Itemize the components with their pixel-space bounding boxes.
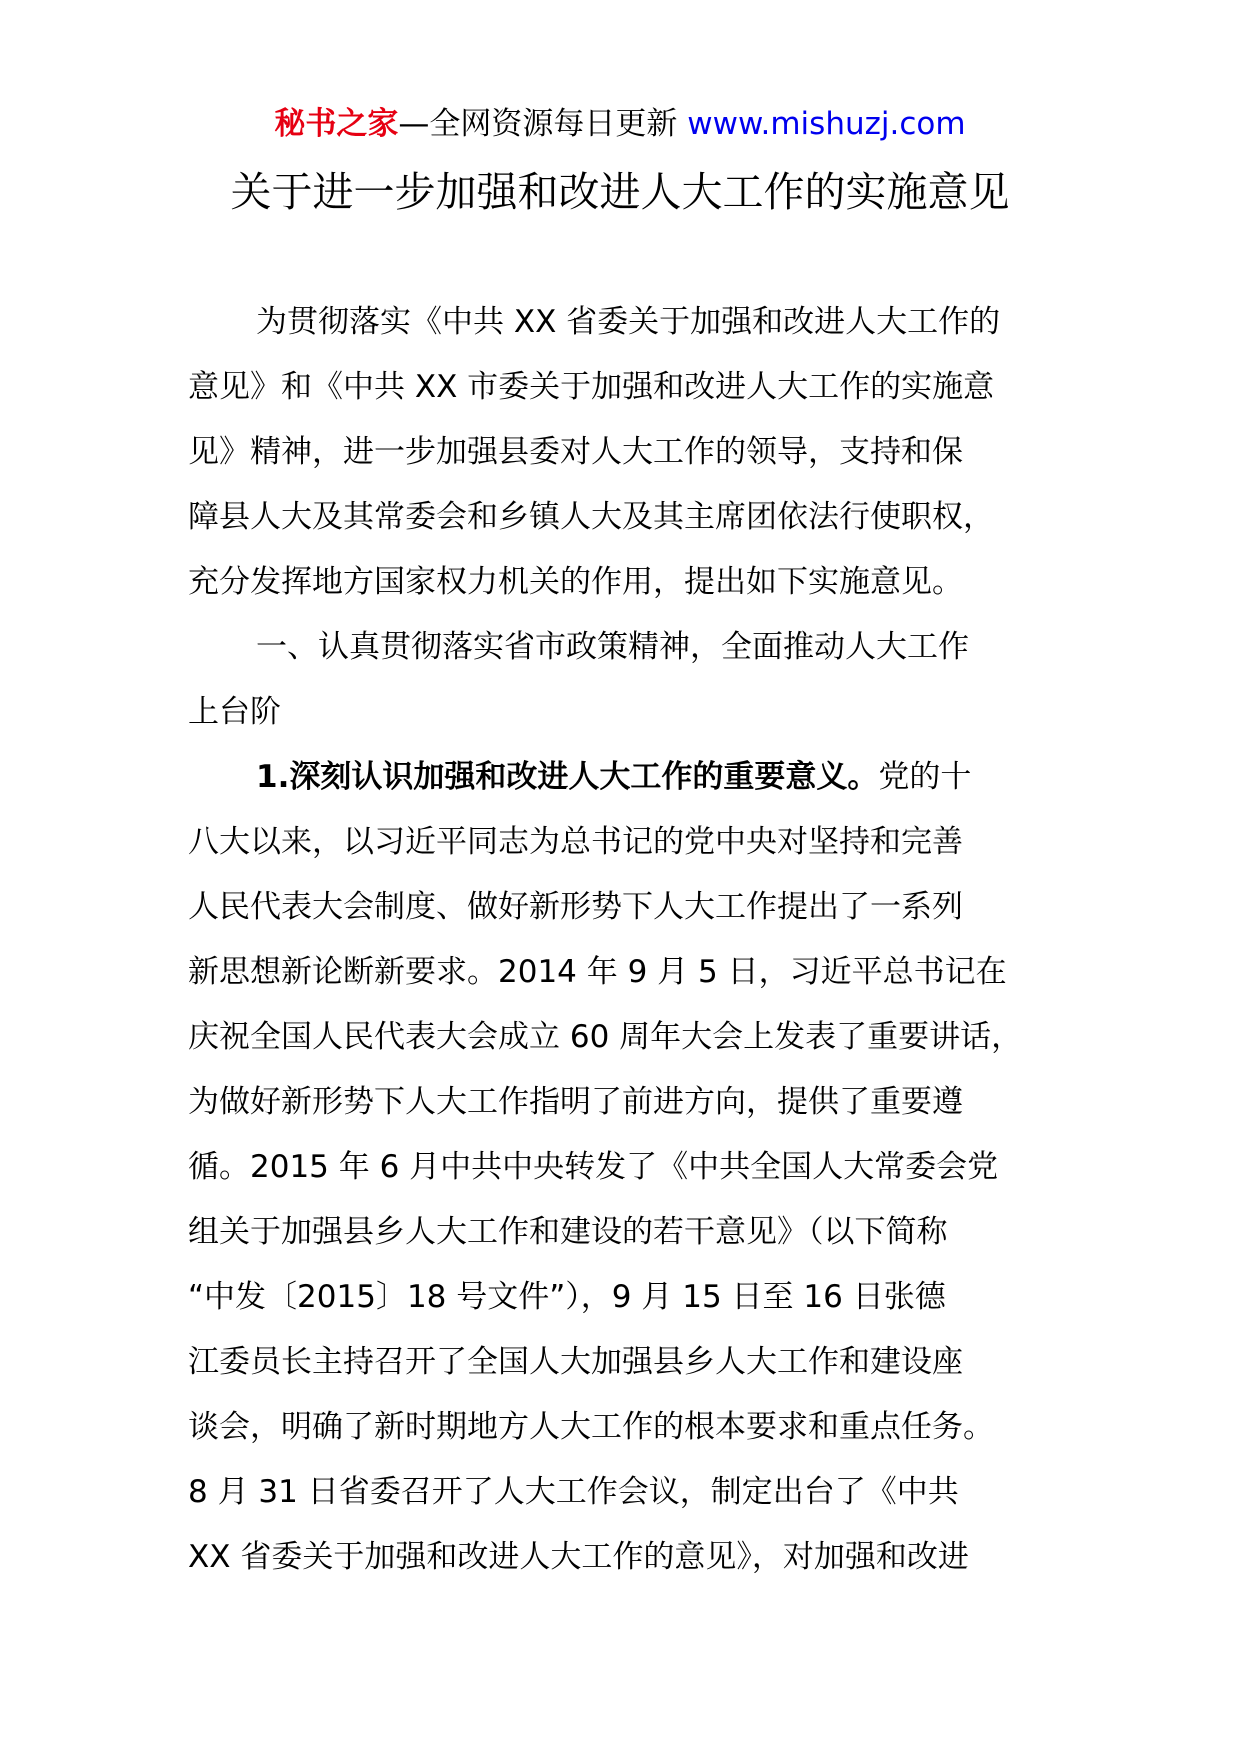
site-slogan: —全网资源每日更新 [398,106,678,142]
site-brand: 秘书之家 [274,106,399,142]
paragraph-line: 为贯彻落实《中共 XX 省委关于加强和改进人大工作的 [256,304,1001,340]
paragraph-line: 江委员长主持召开了全国人大加强县乡人大工作和建设座 [188,1344,963,1380]
section-heading-line: 上台阶 [188,694,281,730]
paragraph-line: XX 省委关于加强和改进人大工作的意见》，对加强和改进 [188,1539,969,1575]
paragraph-line: 8 月 31 日省委召开了人大工作会议，制定出台了《中共 [188,1474,959,1510]
subsection-heading: 1.深刻认识加强和改进人大工作的重要意义。 [256,759,879,795]
paragraph-line: 八大以来，以习近平同志为总书记的党中央对坚持和完善 [188,824,963,860]
paragraph-line: 见》精神，进一步加强县委对人大工作的领导，支持和保 [188,434,963,470]
paragraph-line: 庆祝全国人民代表大会成立 60 周年大会上发表了重要讲话， [188,1019,1023,1055]
paragraph-line: 人民代表大会制度、做好新形势下人大工作提出了一系列 [188,889,963,925]
document-title: 关于进一步加强和改进人大工作的实施意见 [230,168,1010,216]
section-heading-line: 一、认真贯彻落实省市政策精神，全面推动人大工作 [256,629,969,665]
paragraph-line: 充分发挥地方国家权力机关的作用，提出如下实施意见。 [188,564,963,600]
paragraph-line: 意见》和《中共 XX 市委关于加强和改进人大工作的实施意 [188,369,995,405]
subsection-line [188,745,1088,810]
paragraph-line: 谈会，明确了新时期地方人大工作的根本要求和重点任务。 [188,1409,994,1445]
subsection-text: 党的十 [878,759,972,795]
document-body [188,290,1088,1590]
paragraph-line: 障县人大及其常委会和乡镇人大及其主席团依法行使职权， [188,499,994,535]
site-header [0,100,1240,148]
site-url-link[interactable]: www.mishuzj.com [687,106,966,142]
paragraph-line: 循。2015 年 6 月中共中央转发了《中共全国人大常委会党 [188,1149,999,1185]
paragraph-line: “中发〔2015〕18 号文件”），9 月 15 日至 16 日张德 [188,1279,946,1315]
paragraph-line: 组关于加强县乡人大工作和建设的若干意见》（以下简称 [188,1214,948,1250]
paragraph-line: 为做好新形势下人大工作指明了前进方向，提供了重要遵 [188,1084,963,1120]
paragraph-line: 新思想新论断新要求。2014 年 9 月 5 日，习近平总书记在 [188,954,1007,990]
